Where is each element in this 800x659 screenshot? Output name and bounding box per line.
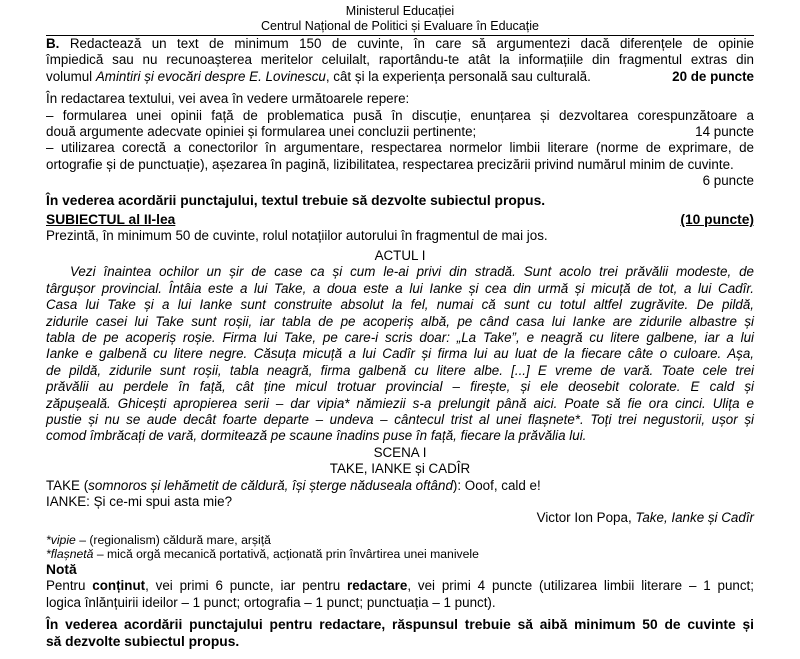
part-b-bold-note: În vederea acordării punctajului, textul trebuie să dezvolte subiectul propus. (46, 192, 546, 208)
fragment-line: Casa lui Take și a lui Ianke sunt construite absolut la fel, numai că sunt cu totul altfel zugrăvite. De pildă, (46, 297, 754, 313)
fragment-line: zăpușeală. Ghicești apropierea serii – dar vipia* nămiezii s-a prelungit până aici. Poate să fie ora cinci. Ulița e (46, 395, 754, 411)
note-line-2: logica înlănțuirii ideilor – 1 punct; ortografia – 1 punct; punctuația – 1 punct). (46, 594, 496, 610)
exam-page (46, 4, 754, 650)
criterion-1-line-2: două argumente adecvate opiniei și formularea unei concluzii pertinente; 14 puncte (46, 124, 754, 140)
take-stage-note: somnoros și lehămetit de căldură, își șterge năduseala oftând (88, 477, 453, 493)
ianke-line: IANKE: Și ce-mi spui asta mie? (46, 493, 233, 509)
criterion-1-line-1: – formularea unei opinii față de problematica pusă în discuție, enunțarea și dezvoltarea corespunzătoare a (46, 107, 754, 123)
document-header (46, 4, 754, 34)
fragment-line: zidurile casei lui Take sunt roșii, iar tabla de pe acoperiș albă, pe când casa lui Ianke are zidurile albastre și (46, 313, 754, 329)
part-b-points: 20 de puncte (672, 68, 754, 84)
criterion-1-points: 14 puncte (695, 124, 754, 140)
footnote-vipie: *vipie – (regionalism) căldură mare, arșiță (46, 532, 271, 547)
source-citation (46, 510, 754, 526)
scene-heading: SCENA I (373, 444, 427, 460)
fragment-line: tabla de pe acoperiș roșie. Firma lui Take, pe care-i scris doar: „La Take”, e neagră cu litere galbene, iar a lui (46, 329, 754, 345)
part-b-line-3: volumul Amintiri și evocări despre E. Lovinescu, cât și la experiența personală sau culturală. 20 de puncte (46, 68, 754, 84)
part-b-line-1: B. Redactează un text de minimum 150 de cuvinte, în care să argumentezi dacă diferențele de opinie (46, 36, 754, 51)
criterion-2-line-1: – utilizarea corectă a conectorilor în argumentare, respectarea normelor limbii literare (norme de exprimare, de (46, 140, 754, 156)
criteria-intro: În redactarea textului, vei avea în vedere următoarele repere: (46, 91, 410, 107)
part-b-section (46, 36, 754, 209)
fragment-line: Vezi înaintea ochilor un șir de case ca și cum le-ai privi din stradă. Sunt acolo trei prăvălii modeste, de (70, 264, 754, 280)
volume-title: Amintiri și evocări despre E. Lovinescu (95, 68, 326, 84)
author-name: Victor Ion Popa, (536, 510, 636, 526)
note-bold-line-2: să dezvolte subiectul propus. (46, 633, 240, 649)
note-title: Notă (46, 561, 77, 577)
scene-characters: TAKE, IANKE și CADÎR (329, 461, 471, 477)
fragment-line: târgușor provincial. Întâia este a lui Take, a doua este a lui Ianke și cea din urmă și micuță de tot, a lui Cadîr. (46, 280, 754, 296)
part-b-label: B. (46, 36, 60, 51)
subject-2-heading (46, 212, 754, 228)
subject-2-task: Prezintă, în minimum 50 de cuvinte, rolul notațiilor autorului în fragmentul de mai jos. (46, 228, 548, 244)
stage-directions (46, 264, 754, 444)
take-line: TAKE (somnoros și lehămetit de căldură, își șterge năduseala oftând): Ooof, cald e! (46, 477, 541, 493)
ministry-name: Ministerul Educației (345, 4, 455, 18)
part-b-line-2: împiedică sau nu recunoașterea meritelor celuilalt, raportându-te atât la informațiile din fragmentul extras din (46, 52, 754, 68)
subject-2-title: SUBIECTUL al II-lea (46, 212, 176, 228)
fragment-line: pustie și nu se aude decât foarte departe – undeva – cântecul trist al unei flașnete*. Toți trei negustorii, ușor și (46, 411, 754, 427)
criterion-2-points: 6 puncte (702, 173, 754, 189)
fragment-line: de pildă, zidurile sunt roșii, tabla neagră, firma galbenă cu litere albe. [...] E vreme de vară. Toate cele trei (46, 362, 754, 378)
subject-2-points: (10 puncte) (680, 212, 754, 228)
fragment-line: comod îmbrăcați de vară, dormitează pe scaune înadins puse în față, fiecare la prăvălia lui. (46, 428, 587, 444)
fragment-line: Ianke e galbenă cu litere negre. Căsuța micuță a lui Cadîr și firma lui au luat de la fiecare câte o culoare. Așa, (46, 346, 754, 362)
criterion-2-line-2: ortografie și de punctuație), așezarea în pagină, lizibilitatea, respectarea precizării privind numărul minim de cuvinte. (46, 156, 734, 172)
footnotes (46, 533, 754, 562)
center-name: Centrul Național de Politici și Evaluare în Educație (261, 19, 539, 33)
note-bold-line-1: În vederea acordării punctajului pentru redactare, răspunsul trebuie să aibă minimum 50 de cuvinte și (46, 617, 754, 633)
note-line-1: Pentru conținut, vei primi 6 puncte, iar pentru redactare, vei primi 4 puncte (utilizarea limbii literare – 1 punct; (46, 578, 754, 594)
footnote-flasneta: *flașnetă – mică orgă mecanică portativă, acționată prin învârtirea unei manivele (46, 547, 479, 562)
work-title: Take, Ianke și Cadîr (635, 510, 754, 526)
fragment-line: prăvălii au perdele în față, cât ține micul trotuar provincial – firește, și ele deosebit colorate. E cald și (46, 379, 754, 395)
act-heading: ACTUL I (374, 247, 426, 263)
